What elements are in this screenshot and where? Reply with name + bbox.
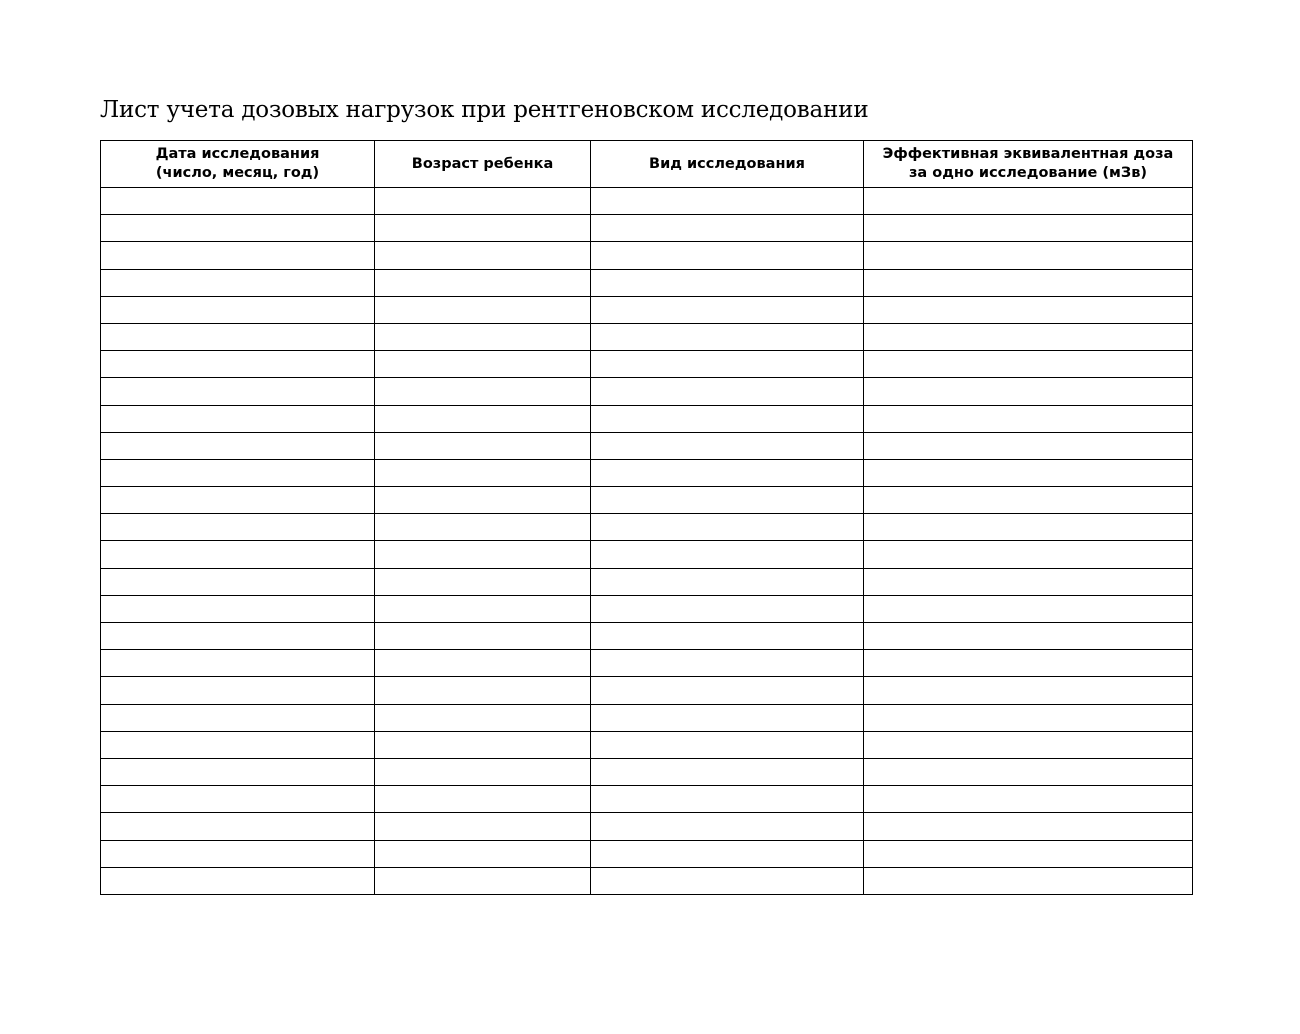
cell-child-age[interactable] xyxy=(375,541,591,568)
header-child-age-label: Возраст ребенка xyxy=(411,155,554,172)
cell-child-age[interactable] xyxy=(375,432,591,459)
cell-child-age[interactable] xyxy=(375,215,591,242)
table-row xyxy=(101,188,1193,215)
cell-child-age[interactable] xyxy=(375,269,591,296)
cell-effective-dose[interactable] xyxy=(864,704,1193,731)
cell-exam-date[interactable] xyxy=(101,595,375,622)
cell-exam-date[interactable] xyxy=(101,758,375,785)
cell-child-age[interactable] xyxy=(375,867,591,894)
table-row xyxy=(101,514,1193,541)
cell-exam-type[interactable] xyxy=(591,432,864,459)
cell-effective-dose[interactable] xyxy=(864,514,1193,541)
cell-effective-dose[interactable] xyxy=(864,758,1193,785)
cell-effective-dose[interactable] xyxy=(864,786,1193,813)
cell-exam-date[interactable] xyxy=(101,242,375,269)
cell-exam-date[interactable] xyxy=(101,269,375,296)
cell-exam-date[interactable] xyxy=(101,623,375,650)
header-child-age xyxy=(375,141,591,188)
cell-child-age[interactable] xyxy=(375,459,591,486)
cell-exam-type[interactable] xyxy=(591,840,864,867)
cell-child-age[interactable] xyxy=(375,323,591,350)
cell-exam-type[interactable] xyxy=(591,351,864,378)
cell-effective-dose[interactable] xyxy=(864,867,1193,894)
header-effective-dose-line2: за одно исследование (мЗв) xyxy=(908,165,1148,181)
cell-exam-type[interactable] xyxy=(591,215,864,242)
cell-exam-type[interactable] xyxy=(591,731,864,758)
table-row xyxy=(101,568,1193,595)
table-row xyxy=(101,650,1193,677)
table-row xyxy=(101,296,1193,323)
header-exam-date-line2: (число, месяц, год) xyxy=(155,165,320,181)
table-row xyxy=(101,215,1193,242)
table-body xyxy=(101,188,1193,895)
cell-exam-type[interactable] xyxy=(591,378,864,405)
cell-exam-date[interactable] xyxy=(101,351,375,378)
cell-exam-type[interactable] xyxy=(591,487,864,514)
page-title: Лист учета дозовых нагрузок при рентгеновском исследовании xyxy=(100,97,869,123)
cell-child-age[interactable] xyxy=(375,704,591,731)
cell-exam-date[interactable] xyxy=(101,786,375,813)
cell-child-age[interactable] xyxy=(375,296,591,323)
cell-child-age[interactable] xyxy=(375,813,591,840)
cell-child-age[interactable] xyxy=(375,378,591,405)
cell-effective-dose[interactable] xyxy=(864,731,1193,758)
header-exam-date-line1: Дата исследования xyxy=(155,146,320,162)
table-row xyxy=(101,242,1193,269)
table-row xyxy=(101,786,1193,813)
cell-exam-type[interactable] xyxy=(591,541,864,568)
cell-child-age[interactable] xyxy=(375,650,591,677)
cell-exam-date[interactable] xyxy=(101,867,375,894)
cell-exam-type[interactable] xyxy=(591,405,864,432)
cell-effective-dose[interactable] xyxy=(864,487,1193,514)
header-exam-date xyxy=(101,141,375,188)
table-row xyxy=(101,867,1193,894)
cell-exam-type[interactable] xyxy=(591,323,864,350)
cell-effective-dose[interactable] xyxy=(864,296,1193,323)
cell-exam-date[interactable] xyxy=(101,840,375,867)
cell-child-age[interactable] xyxy=(375,242,591,269)
cell-exam-type[interactable] xyxy=(591,296,864,323)
cell-exam-date[interactable] xyxy=(101,405,375,432)
cell-exam-date[interactable] xyxy=(101,215,375,242)
cell-effective-dose[interactable] xyxy=(864,459,1193,486)
cell-exam-type[interactable] xyxy=(591,514,864,541)
header-effective-dose xyxy=(864,141,1193,188)
table-row xyxy=(101,378,1193,405)
cell-exam-type[interactable] xyxy=(591,786,864,813)
cell-exam-type[interactable] xyxy=(591,459,864,486)
cell-child-age[interactable] xyxy=(375,623,591,650)
table-header-row xyxy=(101,141,1193,188)
cell-exam-type[interactable] xyxy=(591,677,864,704)
cell-effective-dose[interactable] xyxy=(864,351,1193,378)
cell-effective-dose[interactable] xyxy=(864,215,1193,242)
cell-exam-date[interactable] xyxy=(101,188,375,215)
table-row xyxy=(101,323,1193,350)
table-row xyxy=(101,351,1193,378)
cell-effective-dose[interactable] xyxy=(864,595,1193,622)
table-row xyxy=(101,405,1193,432)
cell-exam-type[interactable] xyxy=(591,623,864,650)
cell-effective-dose[interactable] xyxy=(864,650,1193,677)
cell-exam-date[interactable] xyxy=(101,650,375,677)
cell-effective-dose[interactable] xyxy=(864,405,1193,432)
cell-child-age[interactable] xyxy=(375,487,591,514)
header-effective-dose-line1: Эффективная эквивалентная доза xyxy=(882,146,1174,162)
table-row xyxy=(101,813,1193,840)
cell-effective-dose[interactable] xyxy=(864,432,1193,459)
table-row xyxy=(101,595,1193,622)
cell-effective-dose[interactable] xyxy=(864,840,1193,867)
cell-child-age[interactable] xyxy=(375,786,591,813)
cell-effective-dose[interactable] xyxy=(864,188,1193,215)
table-row xyxy=(101,487,1193,514)
cell-exam-date[interactable] xyxy=(101,568,375,595)
cell-exam-type[interactable] xyxy=(591,758,864,785)
cell-child-age[interactable] xyxy=(375,731,591,758)
cell-child-age[interactable] xyxy=(375,188,591,215)
cell-exam-date[interactable] xyxy=(101,459,375,486)
cell-child-age[interactable] xyxy=(375,840,591,867)
cell-child-age[interactable] xyxy=(375,405,591,432)
cell-exam-type[interactable] xyxy=(591,650,864,677)
cell-effective-dose[interactable] xyxy=(864,378,1193,405)
table-row xyxy=(101,840,1193,867)
table-row xyxy=(101,269,1193,296)
cell-effective-dose[interactable] xyxy=(864,677,1193,704)
cell-child-age[interactable] xyxy=(375,595,591,622)
cell-exam-type[interactable] xyxy=(591,867,864,894)
cell-exam-date[interactable] xyxy=(101,296,375,323)
table-row xyxy=(101,731,1193,758)
cell-effective-dose[interactable] xyxy=(864,269,1193,296)
cell-effective-dose[interactable] xyxy=(864,568,1193,595)
cell-child-age[interactable] xyxy=(375,568,591,595)
table-row xyxy=(101,677,1193,704)
cell-exam-date[interactable] xyxy=(101,677,375,704)
cell-effective-dose[interactable] xyxy=(864,242,1193,269)
cell-exam-type[interactable] xyxy=(591,704,864,731)
cell-child-age[interactable] xyxy=(375,351,591,378)
cell-exam-date[interactable] xyxy=(101,432,375,459)
cell-exam-type[interactable] xyxy=(591,568,864,595)
table-row xyxy=(101,623,1193,650)
cell-exam-date[interactable] xyxy=(101,731,375,758)
cell-effective-dose[interactable] xyxy=(864,541,1193,568)
cell-child-age[interactable] xyxy=(375,677,591,704)
cell-effective-dose[interactable] xyxy=(864,813,1193,840)
cell-exam-type[interactable] xyxy=(591,269,864,296)
cell-exam-type[interactable] xyxy=(591,813,864,840)
table-row xyxy=(101,758,1193,785)
cell-exam-date[interactable] xyxy=(101,813,375,840)
table-row xyxy=(101,459,1193,486)
cell-exam-date[interactable] xyxy=(101,514,375,541)
dose-record-table xyxy=(100,140,1193,895)
cell-exam-date[interactable] xyxy=(101,487,375,514)
cell-exam-type[interactable] xyxy=(591,242,864,269)
table-row xyxy=(101,541,1193,568)
cell-child-age[interactable] xyxy=(375,758,591,785)
header-exam-type xyxy=(591,141,864,188)
cell-exam-date[interactable] xyxy=(101,378,375,405)
cell-exam-date[interactable] xyxy=(101,541,375,568)
cell-exam-type[interactable] xyxy=(591,595,864,622)
cell-effective-dose[interactable] xyxy=(864,323,1193,350)
table-row xyxy=(101,432,1193,459)
cell-exam-type[interactable] xyxy=(591,188,864,215)
cell-exam-date[interactable] xyxy=(101,704,375,731)
cell-exam-date[interactable] xyxy=(101,323,375,350)
cell-effective-dose[interactable] xyxy=(864,623,1193,650)
header-exam-type-label: Вид исследования xyxy=(649,155,805,172)
cell-child-age[interactable] xyxy=(375,514,591,541)
table-row xyxy=(101,704,1193,731)
